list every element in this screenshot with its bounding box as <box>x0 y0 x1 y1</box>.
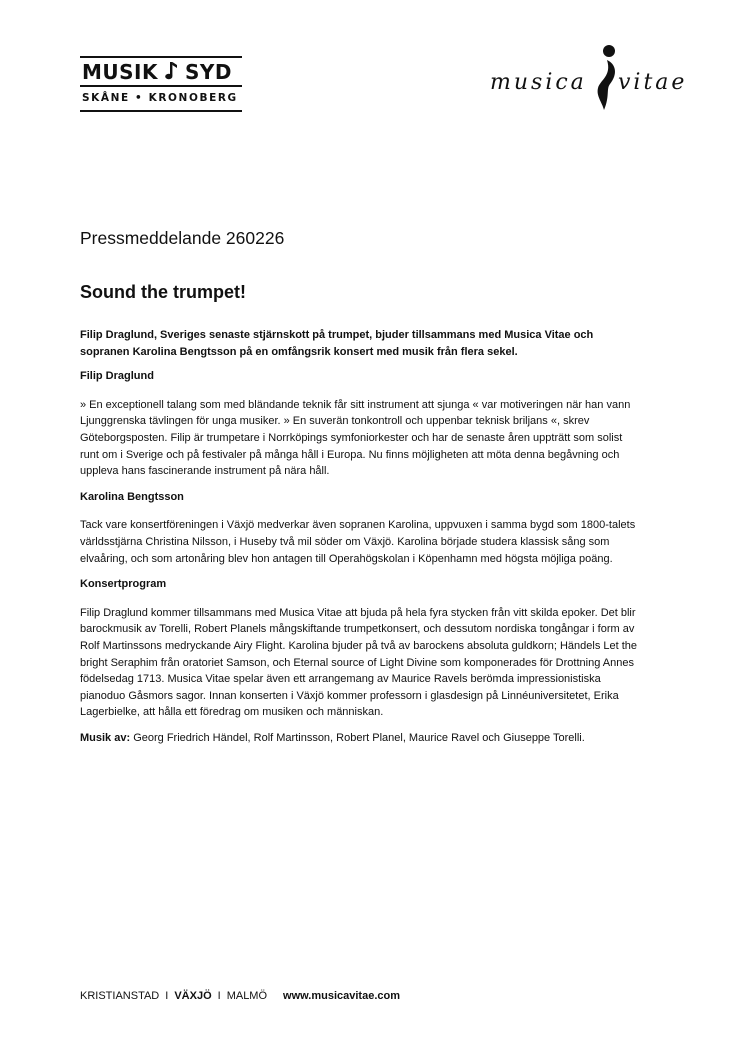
violin-figure-icon <box>590 44 620 114</box>
logo-brand-text <box>82 60 242 84</box>
section-text-filip: » En exceptionell talang som med bländande teknik får sitt instrument att sjunga « var motiveringen när han vann Ljunggrenska tävlingen för unga musiker. » En suverän tonkontroll och uppenbar teknisk briljans «, skrev Göteborgsposten. Filip är trumpetare i Norrköpings symfoniorkester och har de senaste åren uppträtt som solist runt om i Sverige och på festivaler på många håll i Europa. Nu finns möjligheten att möta denna begåvning och uppleva hans fascinerande instrument på nära håll. <box>80 398 631 478</box>
musik-i-syd-logo <box>80 56 242 112</box>
section-heading-karolina: Karolina Bengtsson <box>80 490 184 503</box>
lead-paragraph: Filip Draglund, Sveriges senaste stjärnskott på trumpet, bjuder tillsammans med Musica Vitae och sopranen Karolina Bengtsson på en omfångsrik konsert med musik från flera sekel. <box>80 329 594 358</box>
footer-separator: I <box>217 990 221 1002</box>
composer-credits <box>80 730 640 747</box>
press-release-body <box>80 228 640 746</box>
footer-city-kristianstad: KRISTIANSTAD <box>80 990 160 1002</box>
logo-region-text: SKÅNE • KRONOBERG <box>82 92 238 104</box>
logo-word-vitae: vitae <box>618 70 688 95</box>
music-note-icon <box>165 61 177 81</box>
musica-vitae-logo <box>490 44 705 114</box>
section-heading-program: Konsertprogram <box>80 578 167 591</box>
credits-label: Musik av: <box>80 731 131 744</box>
headline: Sound the trumpet! <box>80 282 246 302</box>
footer-city-malmo: MALMÖ <box>226 990 268 1002</box>
logo-word-musica: musica <box>490 70 587 95</box>
credits-text: Georg Friedrich Händel, Rolf Martinsson, Robert Planel, Maurice Ravel och Giuseppe Torelli. <box>130 731 585 744</box>
logo-brand-left: MUSIK <box>82 60 158 84</box>
logo-rule-bottom <box>80 110 242 112</box>
section-heading-filip: Filip Draglund <box>80 370 154 383</box>
section-text-karolina: Tack vare konsertföreningen i Växjö medverkar även sopranen Karolina, uppvuxen i samma bygd som 1800-talets världsstjärna Christina Nilsson, i Huseby två mil söder om Växjö. Karolina började studera klassisk sång som elvaåring, och som artonåring blev hon antagen till Operahögskolan i Köpenhamn med högsta möjliga poäng. <box>80 519 636 565</box>
logo-rule-top <box>80 56 242 58</box>
logo-brand-right: SYD <box>184 60 232 84</box>
footer <box>80 990 400 1002</box>
footer-website-link[interactable]: www.musicavitae.com <box>283 990 401 1002</box>
footer-city-vaxjo: VÄXJÖ <box>174 990 212 1002</box>
section-text-program: Filip Draglund kommer tillsammans med Musica Vitae att bjuda på hela fyra stycken från vitt skilda epoker. Det blir barockmusik av Torelli, Robert Planels mångskiftande trumpetkonsert, och dessutom nordiska tongångar i form av Rolf Martinssons medryckande Airy Flight. Karolina bjuder på två av barockens absoluta guldkorn; Händels Let the bright Seraphim från oratoriet Samson, och Eternal source of Light Divine som komponerades för Drottning Annes födelsedag 1713. Musica Vitae spelar även ett arrangemang av Maurice Ravels berömda impressionistiska pianoduo Gåsmors sagor. Innan konserten i Växjö kommer professorn i glasdesign på Linnéuniversitetet, Erika Lagerbielke, att hålla ett föredrag om musiken och människan. <box>80 606 638 719</box>
footer-separator: I <box>165 990 169 1002</box>
logo-rule-middle <box>80 85 242 87</box>
release-number: Pressmeddelande 260226 <box>80 228 285 248</box>
